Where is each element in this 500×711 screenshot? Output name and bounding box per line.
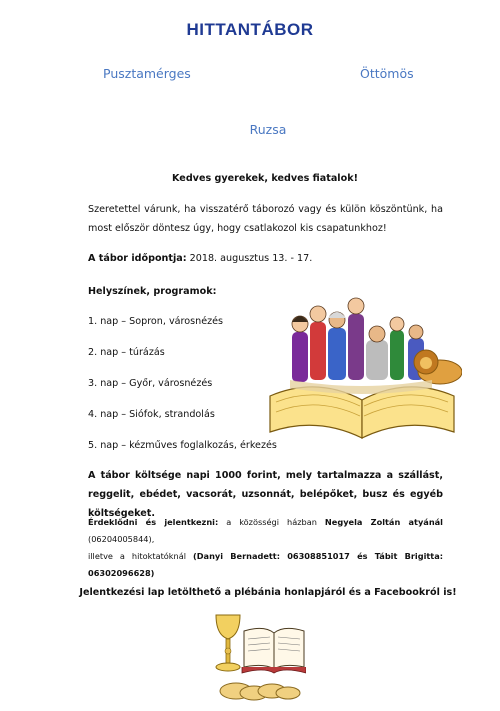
contact-phone1: (06204005844), — [88, 534, 155, 544]
location-ottomos: Öttömös — [360, 66, 414, 81]
contact-label: Érdeklődni és jelentkezni: — [88, 517, 219, 527]
day-item: 1. nap – Sopron, városnézés — [88, 316, 224, 327]
day-item: 4. nap – Siófok, strandolás — [88, 409, 215, 420]
contact-text2: illetve a hitoktatóknál — [88, 551, 194, 561]
chalice-bible-bread-illustration — [206, 607, 306, 705]
greeting: Kedves gyerekek, kedves fiatalok! — [172, 173, 358, 184]
page-title: HITTANTÁBOR — [186, 20, 314, 39]
day-item: 2. nap – túrázás — [88, 347, 165, 358]
intro-paragraph: Szeretettel várunk, ha visszatérő táborozó vagy és külön köszöntünk, ha most először döntesz úgy, hogy csatlakozol kis csapatunkhoz! — [88, 204, 443, 234]
contact-paragraph — [88, 514, 443, 582]
programs-heading: Helyszínek, programok: — [88, 286, 217, 297]
day-item: 3. nap – Győr, városnézés — [88, 378, 213, 389]
contact-details: (Danyi Bernadett: 06308851017 és Tábit Brigitta: 06302096628) — [88, 551, 444, 578]
date-value: 2018. augusztus 13. - 17. — [186, 253, 313, 264]
bible-story-book-illustration — [262, 292, 462, 442]
contact-text1: a közösségi házban — [218, 517, 325, 527]
download-note: Jelentkezési lap letölthető a plébánia honlapjáról és a Facebookról is! — [79, 587, 457, 598]
cost-paragraph: A tábor költsége napi 1000 forint, mely tartalmazza a szállást, reggelit, ebédet, vacsorát, uzsonnát, belépőket, busz és egyéb költségeket. — [88, 470, 443, 519]
date-line — [88, 249, 312, 268]
contact-name1: Negyela Zoltán atyánál — [324, 517, 443, 527]
location-ruzsa: Ruzsa — [249, 122, 287, 137]
location-pusztamerges: Pusztamérges — [103, 66, 191, 81]
day-item: 5. nap – kézműves foglalkozás, érkezés — [88, 440, 277, 451]
date-label: A tábor időpontja: — [88, 253, 187, 264]
